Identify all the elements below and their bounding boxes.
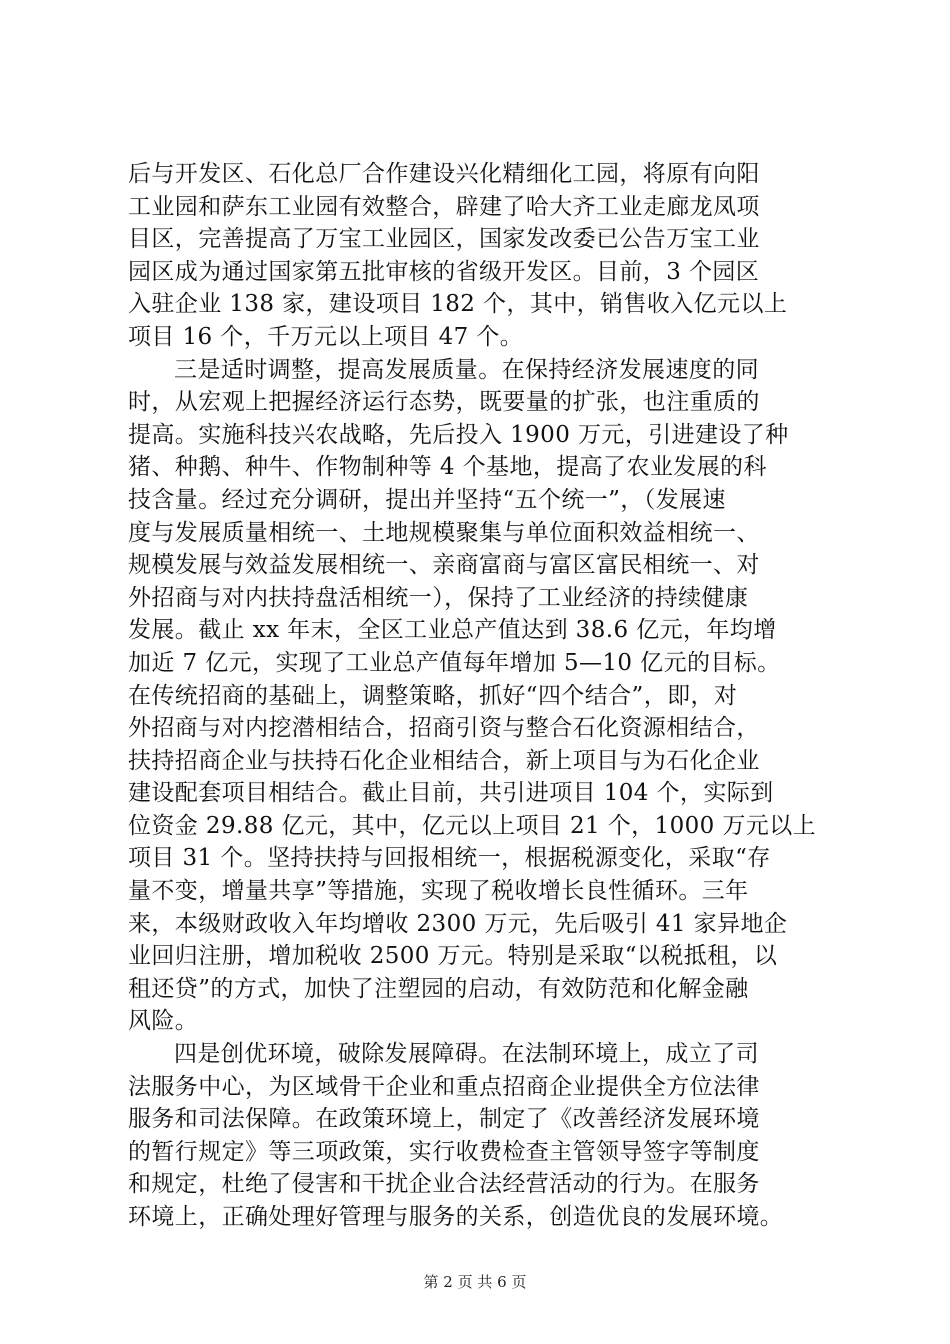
text-line: 业回归注册，增加税收 2500 万元。特别是采取“以税抵租，以 bbox=[128, 943, 778, 970]
text-line: 量不变，增量共享”等措施，实现了税收增长良性循环。三年 bbox=[128, 878, 749, 905]
text-line: 加近 7 亿元，实现了工业总产值每年增加 5—10 亿元的目标。 bbox=[128, 649, 781, 676]
text-line: 园区成为通过国家第五批审核的省级开发区。目前，3 个园区 bbox=[128, 258, 760, 285]
text-line: 猪、种鹅、种牛、作物制种等 4 个基地，提高了农业发展的科 bbox=[128, 454, 767, 481]
text-line: 的暂行规定》等三项政策，实行收费检查主管领导签字等制度 bbox=[128, 1138, 760, 1165]
text-line: 在传统招商的基础上，调整策略，抓好“四个结合”，即，对 bbox=[128, 682, 738, 709]
text-line: 扶持招商企业与扶持石化企业相结合，新上项目与为石化企业 bbox=[128, 747, 760, 774]
text-line: 和规定，杜绝了侵害和干扰企业合法经营活动的行为。在服务 bbox=[128, 1171, 760, 1198]
body-text bbox=[128, 158, 852, 1234]
text-line: 工业园和萨东工业园有效整合，辟建了哈大齐工业走廊龙凤项 bbox=[128, 193, 760, 220]
text-line: 后与开发区、石化总厂合作建设兴化精细化工园，将原有向阳 bbox=[128, 161, 760, 187]
text-line: 入驻企业 138 家，建设项目 182 个，其中，销售收入亿元以上 bbox=[128, 291, 788, 318]
text-line: 发展。截止 xx 年末，全区工业总产值达到 38.6 亿元，年均增 bbox=[128, 617, 777, 644]
text-line: 环境上，正确处理好管理与服务的关系，创造优良的发展环境。 bbox=[128, 1204, 784, 1230]
text-line: 服务和司法保障。在政策环境上，制定了《改善经济发展环境 bbox=[128, 1106, 760, 1133]
text-line: 三是适时调整，提高发展质量。在保持经济发展速度的同 bbox=[174, 356, 759, 383]
text-line: 法服务中心，为区域骨干企业和重点招商企业提供全方位法律 bbox=[128, 1073, 760, 1100]
text-line: 四是创优环境，破除发展障碍。在法制环境上，成立了司 bbox=[174, 1041, 759, 1068]
text-line: 时，从宏观上把握经济运行态势，既要量的扩张，也注重质的 bbox=[128, 389, 760, 416]
text-line: 项目 16 个，千万元以上项目 47 个。 bbox=[128, 323, 524, 350]
text-line: 来，本级财政收入年均增收 2300 万元，先后吸引 41 家异地企 bbox=[128, 910, 788, 937]
text-line: 技含量。经过充分调研，提出并坚持“五个统一”，（发展速 bbox=[128, 486, 726, 513]
text-line: 项目 31 个。坚持扶持与回报相统一，根据税源变化，采取“存 bbox=[128, 845, 771, 872]
page-footer: 第 2 页 共 6 页 bbox=[423, 1273, 527, 1291]
text-line: 规模发展与效益发展相统一、亲商富商与富区富民相统一、对 bbox=[128, 552, 760, 579]
text-line: 提高。实施科技兴农战略，先后投入 1900 万元，引进建设了种 bbox=[128, 421, 789, 448]
text-line: 外招商与对内挖潜相结合，招商引资与整合石化资源相结合， bbox=[128, 715, 760, 742]
text-line: 外招商与对内扶持盘活相统一），保持了工业经济的持续健康 bbox=[128, 584, 749, 611]
text-line: 目区，完善提高了万宝工业园区，国家发改委已公告万宝工业 bbox=[128, 226, 760, 253]
text-line: 风险。 bbox=[128, 1008, 199, 1035]
text-line: 租还贷”的方式，加快了注塑园的启动，有效防范和化解金融 bbox=[128, 975, 749, 1002]
text-line: 度与发展质量相统一、土地规模聚集与单位面积效益相统一、 bbox=[128, 519, 760, 546]
text-line: 位资金 29.88 亿元，其中，亿元以上项目 21 个，1000 万元以上 bbox=[128, 812, 816, 839]
text-line: 建设配套项目相结合。截止目前，共引进项目 104 个，实际到 bbox=[128, 780, 774, 807]
